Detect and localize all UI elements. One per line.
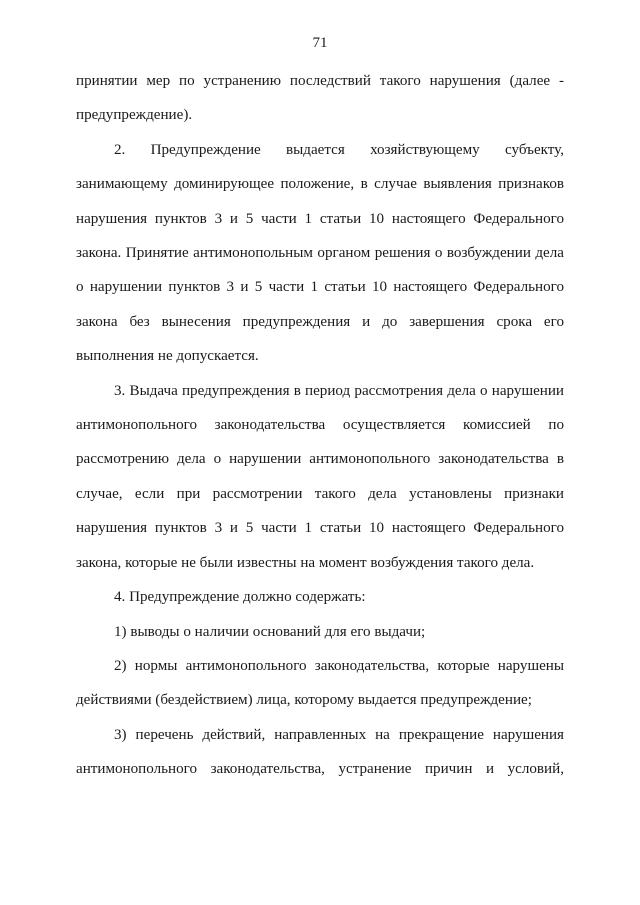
page-number: 71	[312, 35, 328, 51]
text-line: случае, если при рассмотрении такого дела установлены признаки	[76, 485, 564, 502]
text-line: 3) перечень действий, направленных на прекращение нарушения	[114, 726, 564, 743]
paragraph	[76, 374, 564, 580]
text-line: нарушения пунктов 3 и 5 части 1 статьи 10 настоящего Федерального	[76, 210, 564, 227]
paragraph	[76, 580, 564, 614]
text-line: закона, которые не были известны на момент возбуждения такого дела.	[76, 554, 535, 571]
text-line: 4. Предупреждение должно содержать:	[114, 589, 366, 606]
text-line: принятии мер по устранению последствий такого нарушения (далее -	[76, 73, 564, 89]
text-line: 2. Предупреждение выдается хозяйствующему субъекту,	[114, 141, 564, 158]
paragraph	[76, 64, 564, 133]
text-line: антимонопольного законодательства, устранение причин и условий,	[76, 761, 564, 778]
text-line: действиями (бездействием) лица, которому выдается предупреждение;	[76, 692, 532, 709]
paragraph	[76, 649, 564, 718]
text-line: 1) выводы о наличии оснований для его выдачи;	[114, 623, 426, 640]
paragraph	[76, 718, 564, 787]
document-body	[76, 64, 564, 787]
paragraph	[76, 615, 564, 649]
text-line: нарушения пунктов 3 и 5 части 1 статьи 10 настоящего Федерального	[76, 520, 564, 537]
text-line: о нарушении пунктов 3 и 5 части 1 статьи 10 настоящего Федерального	[76, 279, 564, 296]
text-line: выполнения не допускается.	[76, 348, 259, 365]
paragraph	[76, 133, 564, 374]
text-line: занимающему доминирующее положение, в случае выявления признаков	[76, 176, 564, 193]
text-line: закона без вынесения предупреждения и до завершения срока его	[76, 313, 564, 330]
text-line: антимонопольного законодательства осуществляется комиссией по	[76, 417, 564, 434]
text-line: рассмотрению дела о нарушении антимонопольного законодательства в	[76, 451, 564, 468]
text-line: предупреждение).	[76, 107, 193, 124]
text-line: 3. Выдача предупреждения в период рассмотрения дела о нарушении	[114, 382, 564, 399]
text-line: 2) нормы антимонопольного законодательства, которые нарушены	[114, 657, 564, 674]
text-line: закона. Принятие антимонопольным органом решения о возбуждении дела	[76, 245, 564, 262]
